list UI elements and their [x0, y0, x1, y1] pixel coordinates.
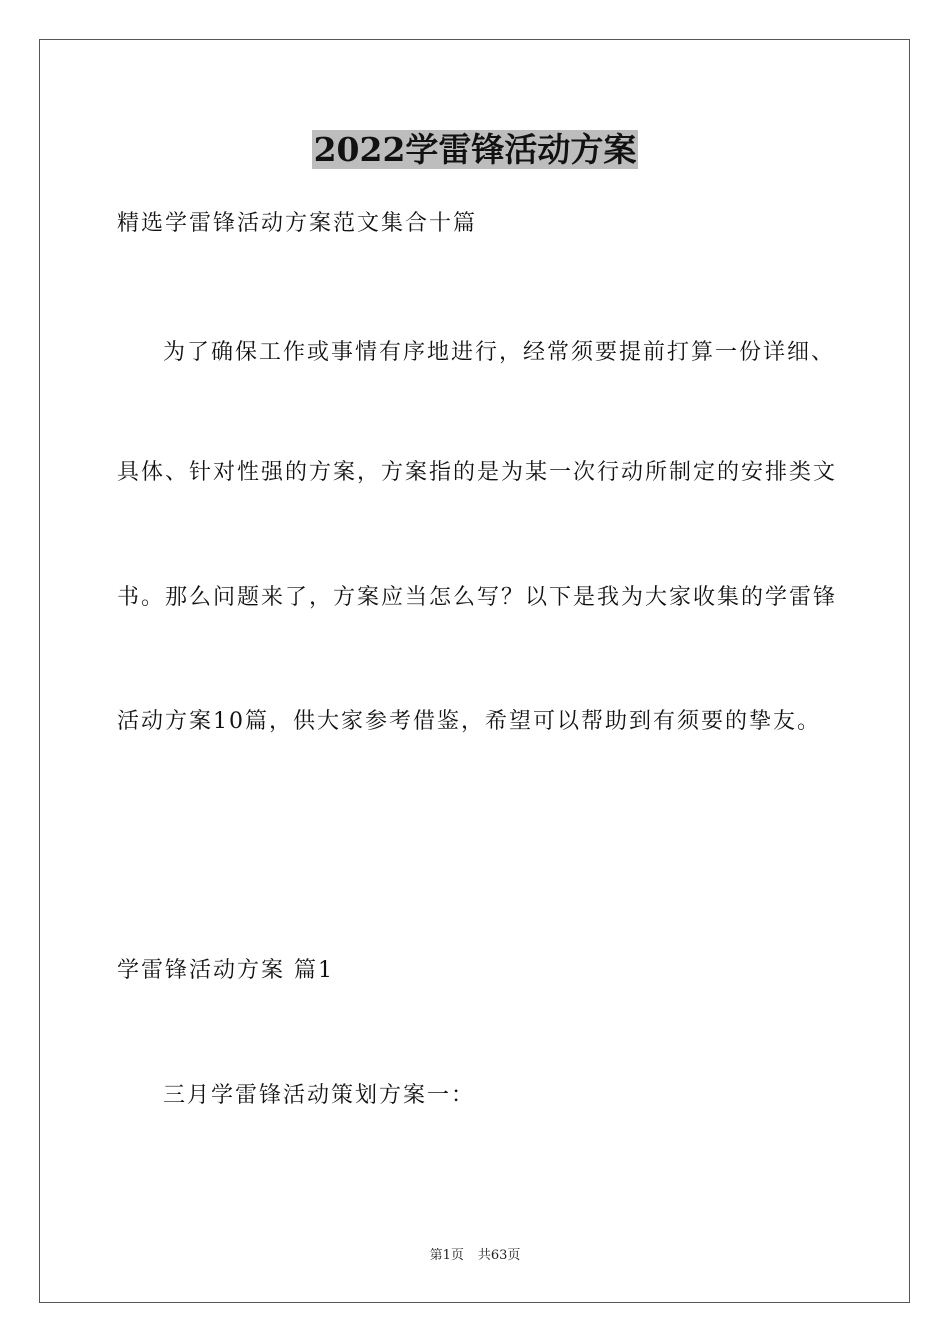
- intro-paragraph-line-2: 具体、针对性强的方案，方案指的是为某一次行动所制定的安排类文: [117, 460, 838, 485]
- intro-paragraph-line-1: 为了确保工作或事情有序地进行，经常须要提前打算一份详细、: [163, 340, 836, 365]
- section-heading: 学雷锋活动方案 篇1: [117, 958, 334, 983]
- section-first-line: 三月学雷锋活动策划方案一：: [163, 1083, 476, 1108]
- page-number: 第1页: [429, 1248, 464, 1263]
- document-subtitle: 精选学雷锋活动方案范文集合十篇: [117, 211, 478, 236]
- intro-paragraph-line-4: 活动方案10篇，供大家参考借鉴，希望可以帮助到有须要的挚友。: [117, 709, 821, 734]
- document-title-text: 2022学雷锋活动方案: [313, 130, 637, 169]
- total-pages: 共63页: [477, 1248, 521, 1263]
- intro-paragraph-line-3: 书。那么问题来了，方案应当怎么写？以下是我为大家收集的学雷锋: [117, 585, 838, 610]
- document-title: [0, 128, 950, 172]
- page-footer: [0, 1247, 950, 1265]
